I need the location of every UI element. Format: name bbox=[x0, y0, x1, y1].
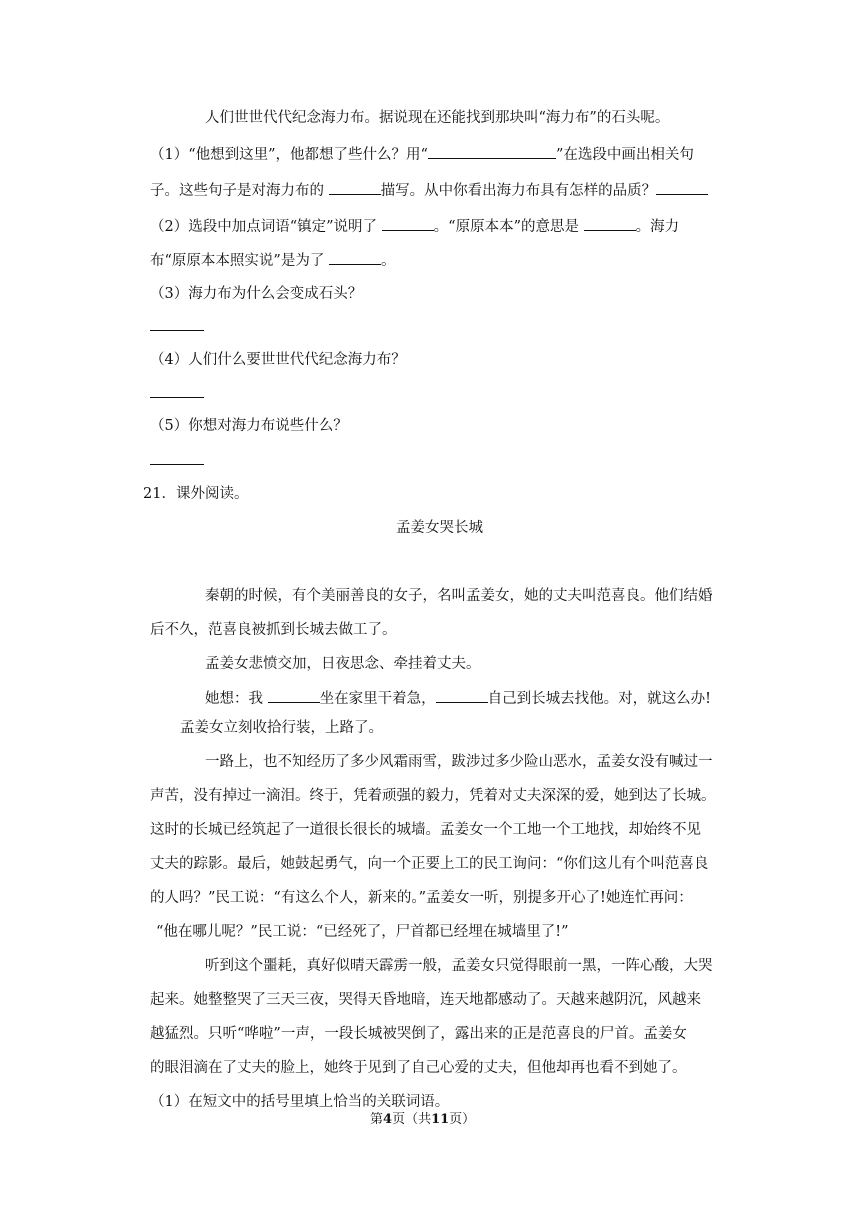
passage-p5-line3: 越猛烈。只听“哗啦”一声，一段长城被哭倒了，露出来的正是范喜良的尸首。孟姜女 bbox=[150, 1026, 687, 1042]
passage-p5-line1: 听到这个噩耗，真好似晴天霹雳一般，孟姜女只觉得眼前一黑，一阵心酸，大哭 bbox=[205, 958, 713, 974]
footer-pre: 第 bbox=[370, 1112, 384, 1127]
passage-blank-1[interactable] bbox=[268, 688, 320, 703]
passage-p4-line2: 声苦，没有掉过一滴泪。终于，凭着顽强的毅力，凭着对丈夫深深的爱，她到达了长城。 bbox=[150, 788, 716, 804]
passage-title: 孟姜女哭长城 bbox=[396, 520, 483, 536]
passage-p3-text-a: 她想：我 bbox=[205, 691, 268, 707]
q20-sub3-answer-line[interactable] bbox=[150, 330, 204, 331]
q20-sub5-answer-line[interactable] bbox=[150, 464, 204, 465]
q20-sub2-blank-zhending[interactable] bbox=[382, 216, 434, 231]
passage-p4-line6: “他在哪儿呢？”民工说：“已经死了，尸首都已经埋在城墙里了!” bbox=[156, 924, 569, 940]
footer-page-number: 4 bbox=[383, 1112, 393, 1127]
q20-sub2-text-e: 。 bbox=[380, 253, 396, 269]
q20-sub1-text-b: ”在选段中画出相关句 bbox=[555, 147, 694, 163]
q20-sub1-text-a: （1）“他想到这里”，他都想了些什么？用“ bbox=[150, 147, 428, 163]
passage-p1-line2: 后不久，范喜良被抓到长城去做工了。 bbox=[150, 622, 397, 638]
q20-sub2-blank-purpose[interactable] bbox=[329, 250, 381, 265]
passage-p5-line4: 的眼泪滴在了丈夫的脸上，她终于见到了自己心爱的丈夫，但他却再也看不到她了。 bbox=[150, 1060, 687, 1076]
passage-p4-line3: 这时的长城已经筑起了一道很长很长的城墙。孟姜女一个工地一个工地找，却始终不见 bbox=[150, 822, 701, 838]
q20-sub2-text-d: 布“原原本本照实说”是为了 bbox=[150, 253, 329, 269]
page-footer bbox=[370, 1110, 475, 1130]
passage-p1-line1: 秦朝的时候，有个美丽善良的女子，名叫孟姜女，她的丈夫叫范喜良。他们结婚 bbox=[205, 588, 713, 604]
passage-p4-line1: 一路上，也不知经历了多少风霜雨雪，跋涉过多少险山恶水，孟姜女没有喊过一 bbox=[205, 754, 713, 770]
q20-sub5: （5）你想对海力布说些什么？ bbox=[150, 418, 348, 434]
passage-p3-line2: 孟姜女立刻收拾行装，上路了。 bbox=[180, 720, 383, 736]
q20-sub1-blank-quality[interactable] bbox=[656, 180, 708, 195]
q21-sub1: （1）在短文中的括号里填上恰当的关联词语。 bbox=[150, 1094, 450, 1110]
passage-p3-text-b: 坐在家里干着急， bbox=[319, 691, 436, 707]
q20-sub4: （4）人们什么要世世代代纪念海力布？ bbox=[150, 352, 406, 368]
q20-intro: 人们世世代代纪念海力布。据说现在还能找到那块叫“海力布”的石头呢。 bbox=[205, 110, 670, 126]
q20-sub1-line2 bbox=[150, 180, 708, 201]
passage-blank-2[interactable] bbox=[436, 688, 488, 703]
q20-sub1-blank-marker[interactable] bbox=[428, 144, 556, 159]
passage-p3-line1 bbox=[205, 688, 711, 709]
q20-sub2-blank-meaning[interactable] bbox=[584, 216, 636, 231]
passage-p5-line2: 起来。她整整哭了三天三夜，哭得天昏地暗，连天地都感动了。天越来越阴沉，风越来 bbox=[150, 992, 701, 1008]
q20-sub1-text-c: 子。这些句子是对海力布的 bbox=[150, 183, 329, 199]
q20-sub1-blank-description[interactable] bbox=[329, 180, 381, 195]
q20-sub2-text-b: 。“原原本本”的意思是 bbox=[433, 219, 584, 235]
q20-sub1-line1 bbox=[150, 144, 694, 165]
passage-p2: 孟姜女悲愤交加，日夜思念、牵挂着丈夫。 bbox=[205, 656, 481, 672]
passage-p4-line4: 丈夫的踪影。最后，她鼓起勇气，向一个正要上工的民工询问：“你们这儿有个叫范喜良 bbox=[150, 856, 709, 872]
passage-p4-line5: 的人吗？”民工说：“有这么个人，新来的。”孟姜女一听，别提多开心了!她连忙再问： bbox=[150, 890, 693, 906]
footer-post: 页） bbox=[449, 1112, 476, 1127]
q21-heading: 21．课外阅读。 bbox=[143, 486, 249, 502]
q20-sub2-text-a: （2）选段中加点词语“镇定”说明了 bbox=[150, 219, 382, 235]
q20-sub1-text-d: 描写。从中你看出海力布具有怎样的品质？ bbox=[380, 183, 657, 199]
q20-sub2-line1 bbox=[150, 216, 679, 237]
q20-sub3: （3）海力布为什么会变成石头？ bbox=[150, 286, 363, 302]
footer-page-total: 11 bbox=[431, 1112, 450, 1127]
q20-sub4-answer-line[interactable] bbox=[150, 397, 204, 398]
q20-sub2-text-c: 。海力 bbox=[635, 219, 680, 235]
passage-p3-text-c: 自己到长城去找他。对，就这么办! bbox=[487, 691, 711, 707]
footer-mid: 页（共 bbox=[392, 1112, 432, 1127]
q20-sub2-line2 bbox=[150, 250, 395, 271]
